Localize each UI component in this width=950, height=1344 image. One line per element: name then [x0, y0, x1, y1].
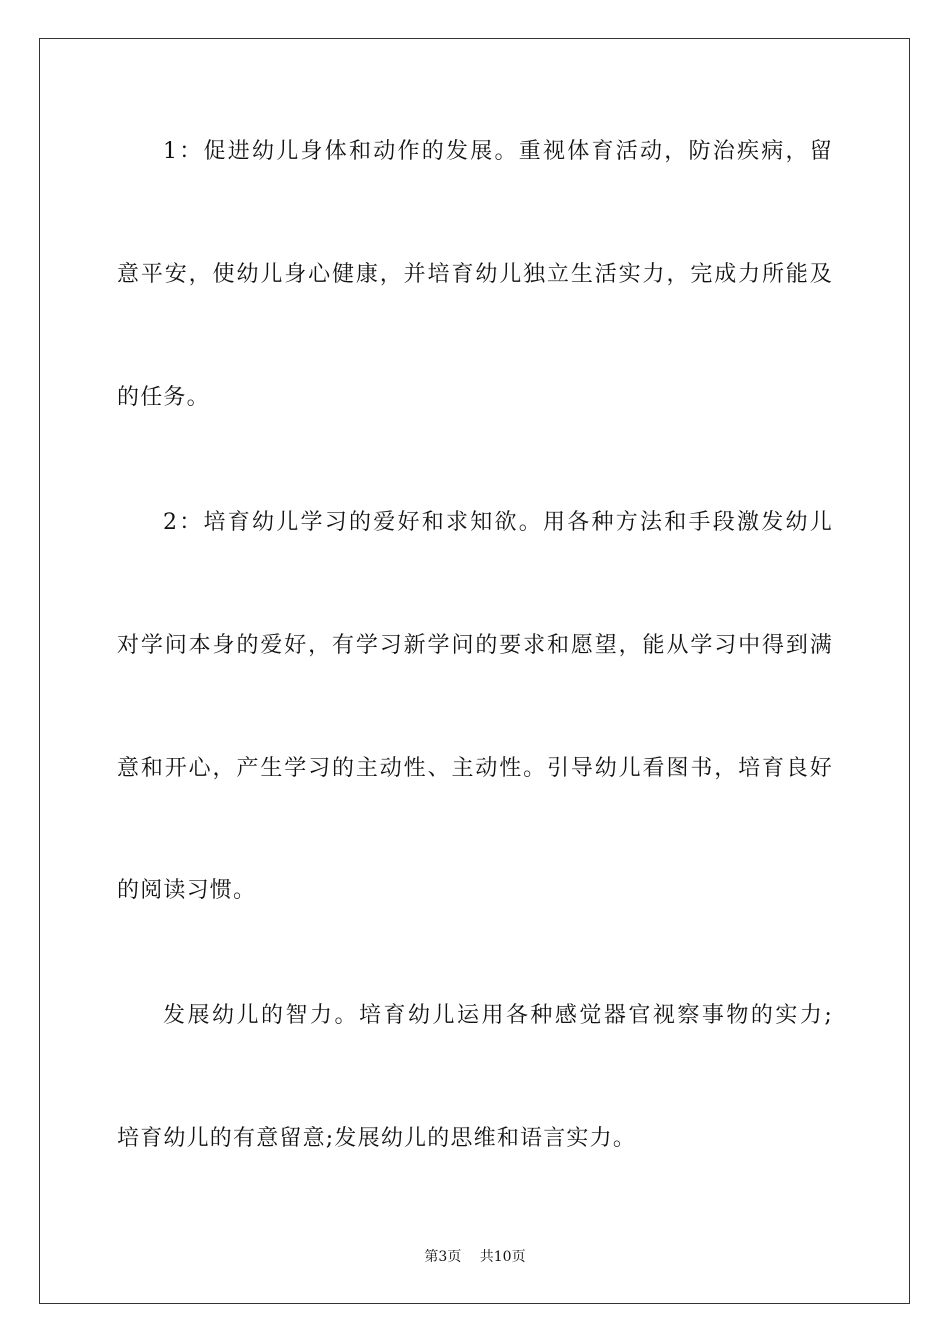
paragraph-1-line-2: 意平安，使幼儿身心健康，并培育幼儿独立生活实力，完成力所能及	[117, 262, 833, 287]
paragraph-3-line-1: 发展幼儿的智力。培育幼儿运用各种感觉器官视察事物的实力;	[163, 1003, 833, 1028]
paragraph-3-line-2: 培育幼儿的有意留意;发展幼儿的思维和语言实力。	[117, 1126, 637, 1151]
page-border	[39, 38, 910, 1304]
paragraph-1-line-3: 的任务。	[117, 385, 210, 410]
paragraph-2-line-4: 的阅读习惯。	[117, 878, 257, 903]
paragraph-2-line-2: 对学问本身的爱好，有学习新学问的要求和愿望，能从学习中得到满	[117, 633, 833, 658]
paragraph-2-line-1: 2：培育幼儿学习的爱好和求知欲。用各种方法和手段激发幼儿	[163, 510, 833, 535]
paragraph-1-line-1: 1：促进幼儿身体和动作的发展。重视体育活动，防治疾病，留	[163, 139, 833, 164]
paragraph-2-line-3: 意和开心，产生学习的主动性、主动性。引导幼儿看图书，培育良好	[117, 756, 833, 781]
page-number-footer: 第3页 共10页	[424, 1249, 526, 1265]
